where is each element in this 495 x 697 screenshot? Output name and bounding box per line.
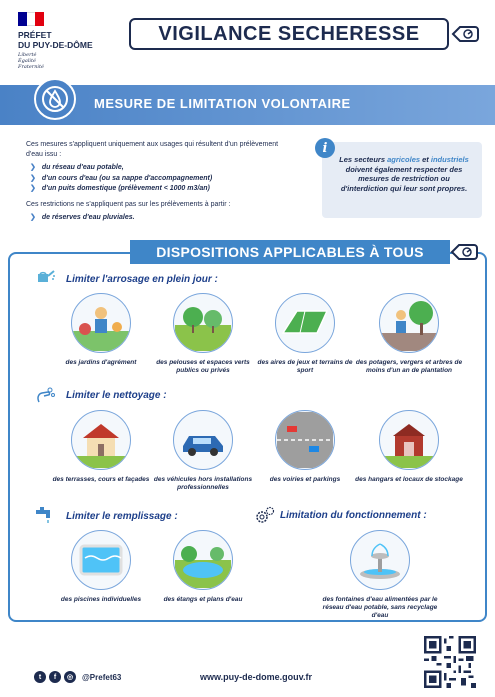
pond-illustration-icon (173, 530, 233, 590)
no-water-drop-icon (34, 78, 76, 120)
sports-field-illustration-icon (275, 293, 335, 353)
exclusion-lead: Ces restrictions ne s'appliquent pas sur les prélèvements à partir : (26, 200, 231, 208)
faucet-icon (34, 505, 56, 525)
social-handle[interactable]: @Prefet63 (82, 672, 122, 682)
dispositions-header (130, 240, 450, 264)
vegetable-garden-illustration-icon (379, 293, 439, 353)
prefect-name (18, 30, 93, 50)
twitter-icon[interactable]: t (34, 671, 46, 683)
parking-illustration-icon (275, 410, 335, 470)
prefect-name-line-2: DU PUY-DE-DÔME (18, 40, 93, 50)
list-item: ❯ du réseau d'eau potable, (30, 164, 124, 171)
gauge-tag-icon (450, 242, 478, 262)
chevron-right-icon: ❯ (30, 174, 36, 182)
list-item: ❯ d'un puits domestique (prélèvement < 1000 m3/an) (30, 185, 210, 192)
info-icon: i (315, 138, 335, 158)
cleaning-hand-icon (34, 386, 56, 406)
dispositions-title: DISPOSITIONS APPLICABLES À TOUS (156, 244, 424, 260)
instagram-icon[interactable]: ◎ (64, 671, 76, 683)
motto-egalite: Égalité (18, 58, 36, 64)
chevron-right-icon: ❯ (30, 164, 36, 171)
gardener-illustration-icon (71, 293, 131, 353)
chevron-right-icon: ❯ (30, 185, 36, 192)
item-terrasses: des terrasses, cours et façades (46, 410, 156, 484)
facebook-icon[interactable]: f (49, 671, 61, 683)
barn-illustration-icon (379, 410, 439, 470)
chevron-right-icon: ❯ (30, 214, 36, 221)
page-title-box (129, 18, 449, 50)
item-jardins: des jardins d'agrément (46, 293, 156, 367)
item-pelouses: des pelouses et espaces verts publics ou privés (148, 293, 258, 375)
qr-code-icon (424, 636, 476, 688)
fountain-illustration-icon (350, 530, 410, 590)
gears-icon (254, 505, 276, 525)
item-potagers: des potagers, vergers et arbres de moins d'un an de plantation (354, 293, 464, 375)
exclusion-list (30, 213, 296, 223)
item-voiries: des voiries et parkings (250, 410, 360, 484)
section-title-arrosage: Limiter l'arrosage en plein jour : (66, 274, 218, 285)
page-title: VIGILANCE SECHERESSE (158, 22, 420, 45)
car-illustration-icon (173, 410, 233, 470)
section-title-nettoyage: Limiter le nettoyage : (66, 390, 167, 401)
website-link[interactable]: www.puy-de-dome.gouv.fr (200, 672, 312, 682)
item-hangars: des hangars et locaux de stockage (354, 410, 464, 484)
section-title-fonctionnement: Limitation du fonctionnement : (280, 510, 427, 521)
social-links (34, 671, 121, 683)
info-text: Les secteurs agricoles et industriels doivent également respecter des mesures de restriction ou d'interdiction qui leur sont propres. (339, 155, 469, 193)
watering-can-icon (34, 266, 56, 286)
section-title-remplissage: Limiter le remplissage : (66, 511, 178, 522)
house-illustration-icon (71, 410, 131, 470)
swimming-pool-illustration-icon (71, 530, 131, 590)
french-flag-logo (18, 12, 44, 26)
list-item: ❯ d'un cours d'eau (ou sa nappe d'accompagnement) (30, 174, 213, 182)
republic-motto (18, 52, 44, 70)
item-aires-de-jeux: des aires de jeux et terrains de sport (250, 293, 360, 375)
motto-fraternite: Fraternité (18, 64, 44, 70)
item-etangs: des étangs et plans d'eau (148, 530, 258, 604)
intro-text (26, 140, 296, 229)
intro-lead: Ces mesures s'appliquent uniquement aux usages qui résultent d'un prélèvement d'eau issu : (26, 141, 279, 158)
banner-title: MESURE DE LIMITATION VOLONTAIRE (94, 96, 351, 111)
gauge-tag-icon (451, 24, 479, 44)
water-source-list (30, 163, 296, 194)
list-item: ❯ de réserves d'eau pluviales. (30, 214, 135, 221)
item-piscines: des piscines individuelles (46, 530, 156, 604)
park-trees-illustration-icon (173, 293, 233, 353)
motto-liberte: Liberté (18, 52, 37, 58)
item-fontaines: des fontaines d'eau alimentées par le réseau d'eau potable, sans recyclage d'eau (316, 530, 444, 620)
prefect-name-line-1: PRÉFET (18, 30, 52, 40)
item-vehicules: des véhicules hors installations professionnelles (148, 410, 258, 492)
